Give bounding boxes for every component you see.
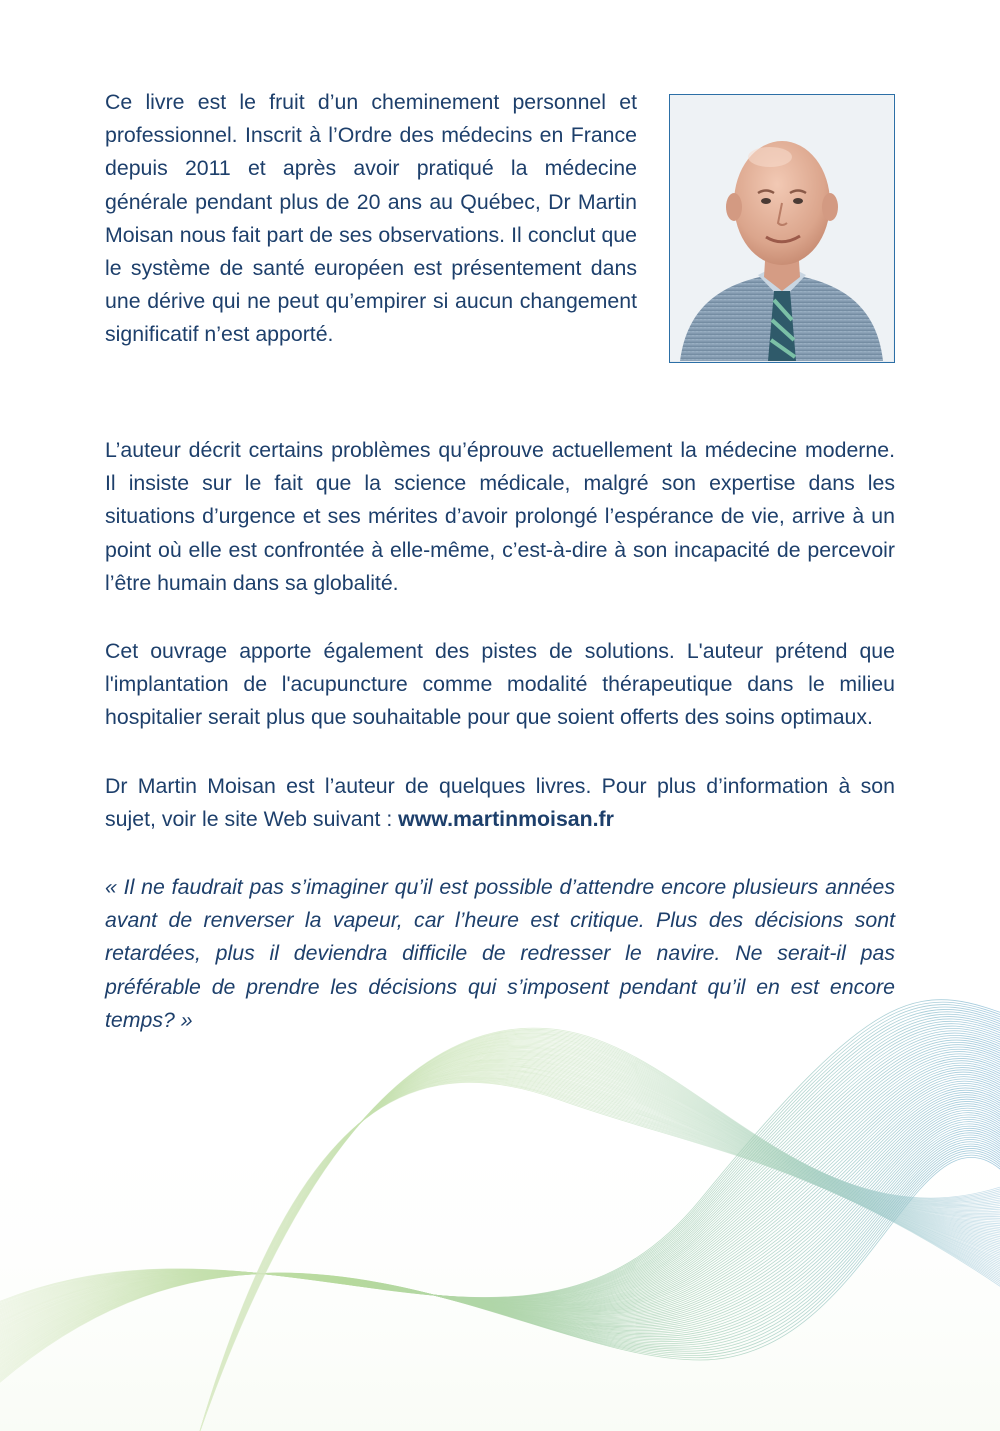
intro-section xyxy=(105,86,895,398)
back-cover-text xyxy=(105,86,895,1037)
problems-paragraph: L’auteur décrit certains problèmes qu’éprouve actuellement la médecine moderne. Il insiste sur le fait que la science médicale, malgré son expertise dans les situations d’urgence et ses mérites d’avoir prolongé l’espérance de vie, arrive à un point où elle est confrontée à elle-même, c’est-à-dire à son incapacité de percevoir l’être humain dans sa globalité. xyxy=(105,438,895,595)
website-link[interactable]: www.martinmoisan.fr xyxy=(398,806,614,831)
author-info-text: Dr Martin Moisan est l’auteur de quelques livres. Pour plus d’information à son sujet, voir le site Web suivant : xyxy=(105,773,895,831)
author-portrait-illustration xyxy=(670,95,893,361)
author-photo xyxy=(669,94,895,363)
solutions-paragraph: Cet ouvrage apporte également des pistes de solutions. L'auteur prétend que l'implantation de l'acupuncture comme modalité thérapeutique dans le milieu hospitalier serait plus que souhaitable pour que soient offerts des soins optimaux. xyxy=(105,639,895,730)
author-info-paragraph xyxy=(105,770,895,836)
intro-paragraph: Ce livre est le fruit d’un cheminement personnel et professionnel. Inscrit à l’Ordre des médecins en France depuis 2011 et après avoir pratiqué la médecine générale pendant plus de 20 ans au Québec, Dr Martin Moisan nous fait part de ses observations. Il conclut que le système de santé européen est présentement dans une dérive qui ne peut qu’empirer si aucun changement significatif n’est apporté. xyxy=(105,90,637,347)
quote-paragraph: « Il ne faudrait pas s’imaginer qu’il est possible d’attendre encore plusieurs années avant de renverser la vapeur, car l’heure est critique. Plus des décisions sont retardées, plus il deviendra difficile de redresser le navire. Ne serait-il pas préférable de prendre les décisions qui s’imposent pendant qu’il en est encore temps? » xyxy=(105,875,895,1032)
